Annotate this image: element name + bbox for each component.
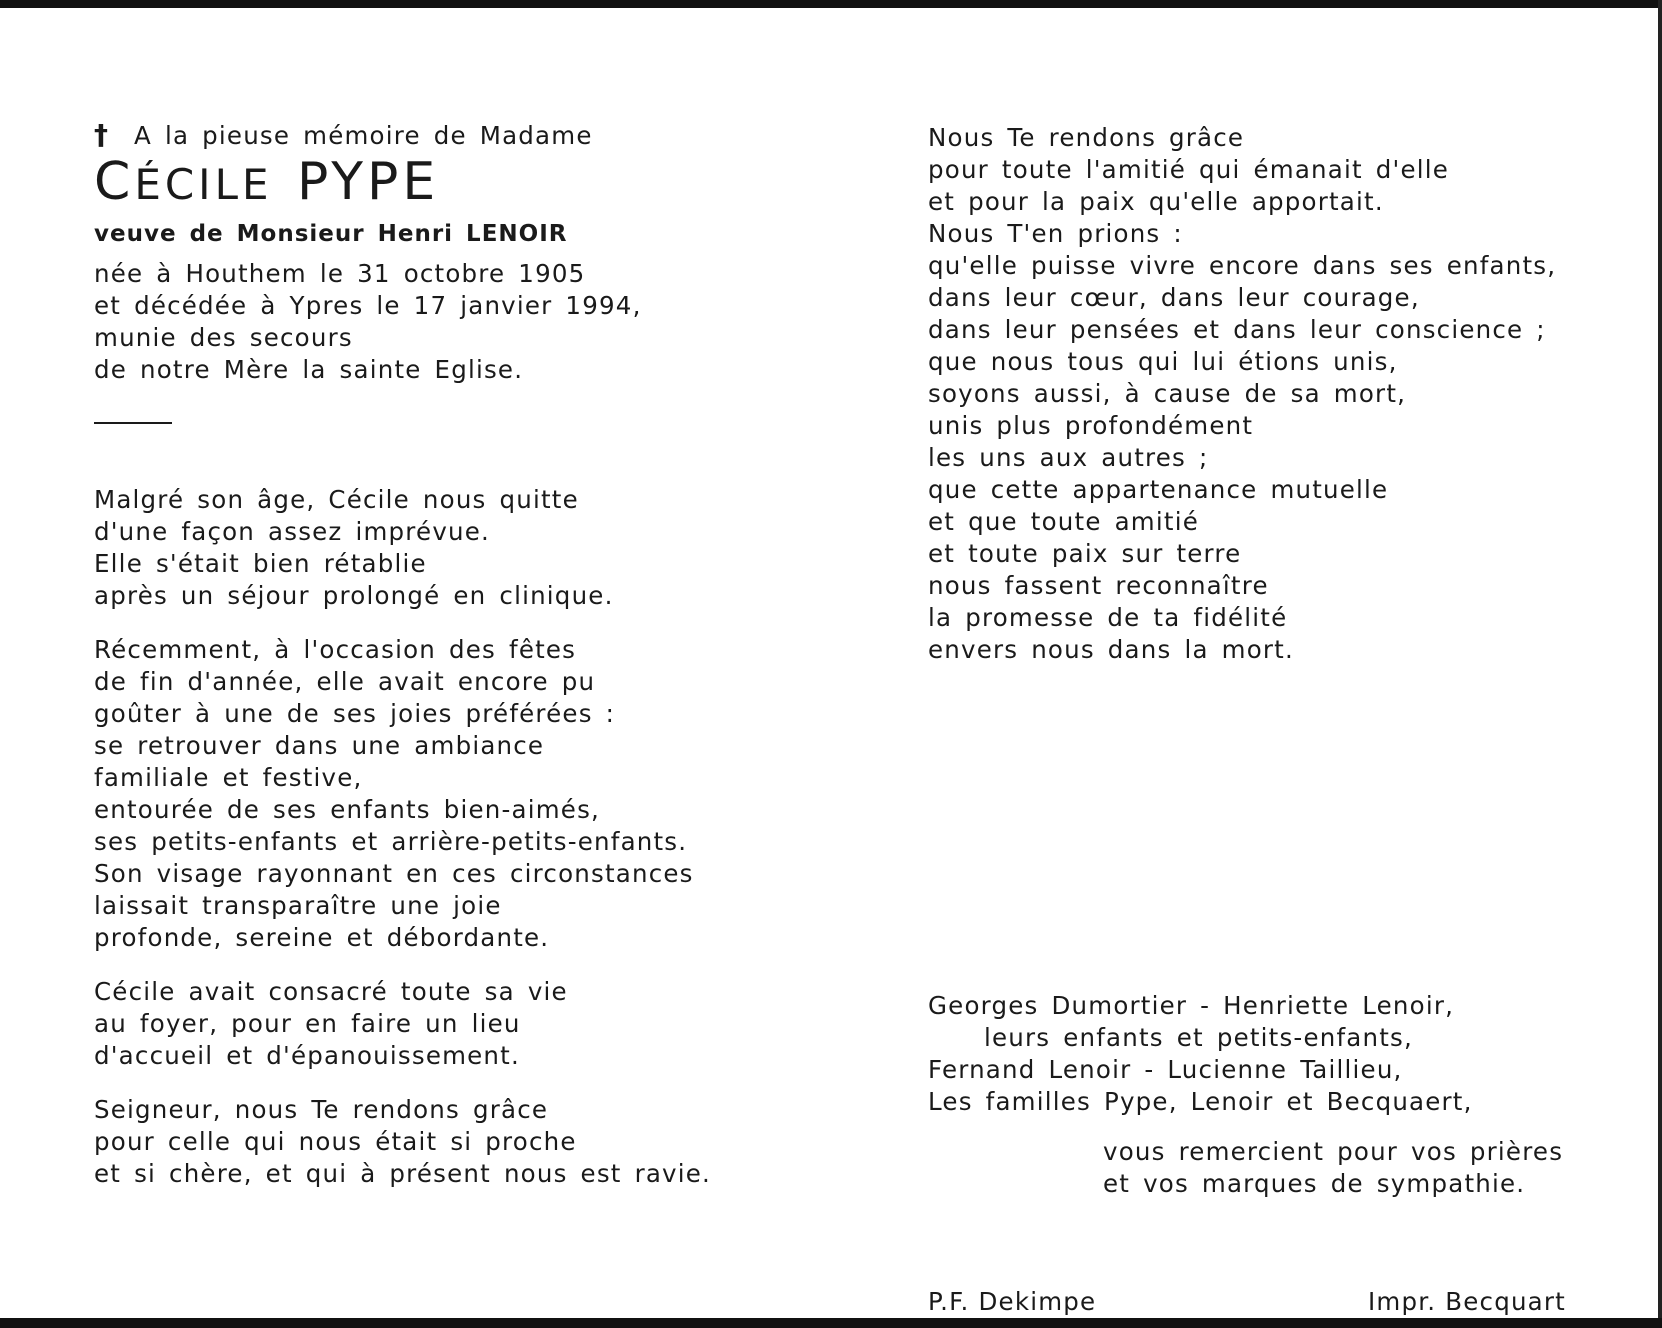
death-line: et décédée à Ypres le 17 janvier 1994, — [94, 291, 642, 320]
text-line: se retrouver dans une ambiance — [94, 731, 545, 760]
thanks-block — [1103, 1136, 1563, 1200]
prayer-line: et que toute amitié — [928, 507, 1199, 536]
card-top-edge — [0, 0, 1662, 8]
prayer-line: pour toute l'amitié qui émanait d'elle — [928, 155, 1450, 184]
prayer-line: Nous Te rendons grâce — [928, 123, 1245, 152]
prayer-line: nous fassent reconnaître — [928, 571, 1269, 600]
text-line: ses petits-enfants et arrière-petits-enfants. — [94, 827, 688, 856]
family-line: leurs enfants et petits-enfants, — [984, 1023, 1414, 1052]
text-line: de fin d'année, elle avait encore pu — [94, 667, 596, 696]
prayer-line: soyons aussi, à cause de sa mort, — [928, 379, 1407, 408]
prayer-column — [928, 122, 1556, 666]
family-line: Fernand Lenoir - Lucienne Taillieu, — [928, 1055, 1403, 1084]
thanks-line: vous remercient pour vos prières — [1103, 1137, 1564, 1166]
family-block — [928, 990, 1473, 1118]
prayer-line: et toute paix sur terre — [928, 539, 1242, 568]
intro-line — [94, 118, 711, 152]
text-line: d'une façon assez imprévue. — [94, 517, 491, 546]
text-line: laissait transparaître une joie — [94, 891, 502, 920]
paragraph-3 — [94, 976, 711, 1072]
card-right-edge — [1658, 0, 1662, 1328]
text-line: Récemment, à l'occasion des fêtes — [94, 635, 577, 664]
sacrament-line: munie des secours — [94, 323, 353, 352]
card-bottom-edge — [0, 1318, 1662, 1328]
prayer-line: la promesse de ta fidélité — [928, 603, 1288, 632]
text-line: Seigneur, nous Te rendons grâce — [94, 1095, 549, 1124]
prayer-line: dans leur cœur, dans leur courage, — [928, 283, 1420, 312]
prayer-line: que cette appartenance mutuelle — [928, 475, 1389, 504]
photographer-credit: P.F. Dekimpe — [928, 1287, 1097, 1316]
text-line: goûter à une de ses joies préférées : — [94, 699, 616, 728]
cross-icon: † — [94, 118, 110, 151]
prayer-line: Nous T'en prions : — [928, 219, 1183, 248]
prayer-line: les uns aux autres ; — [928, 443, 1209, 472]
text-line: Malgré son âge, Cécile nous quitte — [94, 485, 579, 514]
paragraph-2 — [94, 634, 711, 954]
text-line: familiale et festive, — [94, 763, 363, 792]
last-name: PYPE — [297, 152, 440, 212]
intro-text: A la pieuse mémoire de Madame — [134, 121, 593, 150]
text-line: d'accueil et d'épanouissement. — [94, 1041, 520, 1070]
family-line: Georges Dumortier - Henriette Lenoir, — [928, 991, 1455, 1020]
prayer-line: qu'elle puisse vivre encore dans ses enfants, — [928, 251, 1557, 280]
family-line: Les familles Pype, Lenoir et Becquaert, — [928, 1087, 1473, 1116]
prayer-line: unis plus profondément — [928, 411, 1254, 440]
text-line: entourée de ses enfants bien-aimés, — [94, 795, 601, 824]
church-line: de notre Mère la sainte Eglise. — [94, 355, 524, 384]
prayer-line: envers nous dans la mort. — [928, 635, 1294, 664]
prayer-line: et pour la paix qu'elle apportait. — [928, 187, 1384, 216]
text-line: après un séjour prolongé en clinique. — [94, 581, 614, 610]
prayer-line: que nous tous qui lui étions unis, — [928, 347, 1398, 376]
first-name-rest: ÉCILE — [134, 160, 273, 209]
deceased-name — [94, 150, 711, 214]
text-line: Cécile avait consacré toute sa vie — [94, 977, 568, 1006]
widow-of: veuve de Monsieur Henri LENOIR — [94, 221, 568, 247]
left-column — [94, 118, 711, 1190]
text-line: et si chère, et qui à présent nous est ravie. — [94, 1159, 712, 1188]
thanks-line: et vos marques de sympathie. — [1103, 1169, 1526, 1198]
first-name-initial: C — [94, 152, 135, 212]
text-line: au foyer, pour en faire un lieu — [94, 1009, 521, 1038]
text-line: Elle s'était bien rétablie — [94, 549, 427, 578]
text-line: profonde, sereine et débordante. — [94, 923, 550, 952]
birth-death-block — [94, 258, 711, 386]
prayer-line: dans leur pensées et dans leur conscience ; — [928, 315, 1546, 344]
printer-credit: Impr. Becquart — [1368, 1287, 1566, 1316]
birth-line: née à Houthem le 31 octobre 1905 — [94, 259, 586, 288]
divider — [94, 422, 172, 424]
text-line: pour celle qui nous était si proche — [94, 1127, 577, 1156]
paragraph-4 — [94, 1094, 711, 1190]
paragraph-1 — [94, 484, 711, 612]
text-line: Son visage rayonnant en ces circonstances — [94, 859, 694, 888]
